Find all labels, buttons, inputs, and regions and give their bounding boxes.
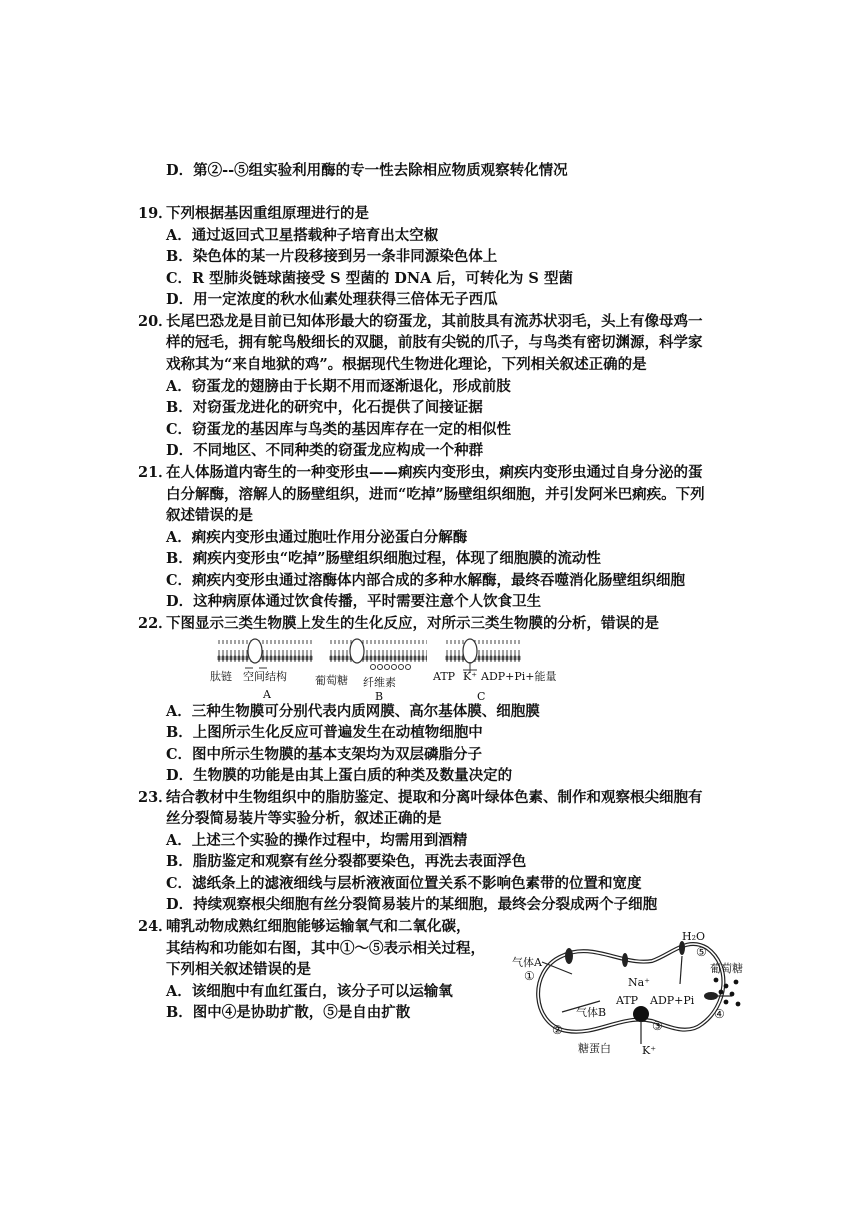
- q21-option-c: C．痢疾内变形虫通过溶酶体内部合成的多种水解酶，最终吞噬消化肠壁组织细胞: [166, 572, 686, 589]
- label-gas-b: 气体B: [576, 1006, 607, 1019]
- q21-option-d: D．这种病原体通过饮食传播，平时需要注意个人饮食卫生: [166, 593, 542, 610]
- membrane-reactions-figure: [205, 636, 575, 702]
- q21-stem-line3: 叙述错误的是: [166, 507, 253, 524]
- q24-number: 24．: [138, 918, 173, 935]
- q21-number: 21．: [138, 464, 173, 481]
- q22-stem: 下图显示三类生物膜上发生的生化反应，对所示三类生物膜的分析，错误的是: [166, 615, 659, 632]
- label-cellulose: 纤维素: [363, 676, 396, 689]
- q21-stem-line2: 白分解酶，溶解人的肠壁组织，进而“吃掉”肠壁组织细胞，并引发阿米巴痢疾。下列: [166, 486, 705, 503]
- q24-stem-line1: 哺乳动物成熟红细胞能够运输氧气和二氧化碳，: [166, 918, 471, 935]
- circle-number-3: ③: [652, 1019, 663, 1033]
- circle-number-5: ⑤: [696, 945, 707, 959]
- q23-option-b: B．脂肪鉴定和观察有丝分裂都要染色，再洗去表面浮色: [166, 853, 527, 870]
- q23-option-d: D．持续观察根尖细胞有丝分裂简易装片的某细胞，最终会分裂成两个子细胞: [166, 896, 658, 913]
- q20-option-b: B．对窃蛋龙进化的研究中，化石提供了间接证据: [166, 399, 483, 416]
- label-glucose-24: 葡萄糖: [710, 962, 743, 975]
- q23-stem-line2: 丝分裂简易装片等实验分析，叙述正确的是: [166, 810, 442, 827]
- circle-number-1: ①: [524, 969, 535, 983]
- q19-stem: 下列根据基因重组原理进行的是: [166, 205, 369, 222]
- label-sodium: Na⁺: [628, 976, 650, 989]
- q23-number: 23．: [138, 789, 173, 806]
- label-adp-energy: ADP+Pi+能量: [481, 670, 557, 683]
- label-spatial-structure: 空间结构: [243, 670, 287, 683]
- panel-letter-a: A: [263, 688, 271, 701]
- circle-number-4: ④: [714, 1007, 725, 1021]
- label-glycoprotein: 糖蛋白: [578, 1042, 611, 1055]
- q21-option-b: B．痢疾内变形虫“吃掉”肠壁组织细胞过程，体现了细胞膜的流动性: [166, 550, 601, 567]
- q19-option-d: D．用一定浓度的秋水仙素处理获得三倍体无子西瓜: [166, 291, 498, 308]
- label-adp-pi: ADP+Pi: [650, 994, 695, 1007]
- membrane-panel-b: [315, 639, 427, 702]
- q24-option-a: A．该细胞中有血红蛋白，该分子可以运输氧: [166, 983, 453, 1000]
- q20-option-c: C．窃蛋龙的基因库与鸟类的基因库存在一定的相似性: [166, 421, 512, 438]
- q19-option-b: B．染色体的某一片段移接到另一条非同源染色体上: [166, 248, 498, 265]
- q21-stem-line1: 在人体肠道内寄生的一种变形虫——痢疾内变形虫，痢疾内变形虫通过自身分泌的蛋: [166, 464, 703, 481]
- q22-number: 22．: [138, 615, 173, 632]
- ion-pump: [633, 1006, 649, 1022]
- q24-stem-line3: 下列相关叙述错误的是: [166, 961, 311, 978]
- q22-option-b: B．上图所示生化反应可普遍发生在动植物细胞中: [166, 724, 483, 741]
- q19-option-c: C．R 型肺炎链球菌接受 S 型菌的 DNA 后，可转化为 S 型菌: [166, 270, 573, 287]
- q18-option-d: D．第②--⑤组实验利用酶的专一性去除相应物质观察转化情况: [166, 162, 568, 179]
- q22-option-d: D．生物膜的功能是由其上蛋白质的种类及数量决定的: [166, 767, 513, 784]
- q19-number: 19．: [138, 205, 173, 222]
- label-atp: ATP: [433, 670, 456, 683]
- q20-stem-line3: 戏称其为“来自地狱的鸡”。根据现代生物进化理论，下列相关叙述正确的是: [166, 356, 647, 373]
- membrane-panel-a: [210, 639, 313, 701]
- circle-number-2: ②: [552, 1023, 563, 1037]
- q20-stem-line2: 样的冠毛，拥有鸵鸟般细长的双腿，前肢有尖锐的爪子，与鸟类有密切渊源，科学家: [166, 334, 703, 351]
- label-h2o: H₂O: [682, 930, 706, 943]
- red-blood-cell-figure: [502, 926, 748, 1058]
- q23-option-c: C．滤纸条上的滤液细线与层析液液面位置关系不影响色素带的位置和宽度: [166, 875, 642, 892]
- q24-stem-line2: 其结构和功能如右图，其中①～⑤表示相关过程，: [166, 940, 485, 957]
- label-peptide-chain: 肽链: [210, 670, 232, 683]
- label-glucose: 葡萄糖: [315, 674, 348, 687]
- q20-option-a: A．窃蛋龙的翅膀由于长期不用而逐渐退化，形成前肢: [166, 378, 511, 395]
- q23-option-a: A．上述三个实验的操作过程中，均需用到酒精: [166, 832, 468, 849]
- q20-stem-line1: 长尾巴恐龙是目前已知体形最大的窃蛋龙，其前肢具有流苏状羽毛，头上有像母鸡一: [166, 313, 703, 330]
- q22-option-a: A．三种生物膜可分别代表内质网膜、高尔基体膜、细胞膜: [166, 703, 540, 720]
- panel-letter-b: B: [375, 690, 384, 702]
- q20-option-d: D．不同地区、不同种类的窃蛋龙应构成一个种群: [166, 442, 484, 459]
- panel-letter-c: C: [477, 690, 486, 702]
- membrane-panel-c: [432, 639, 557, 702]
- label-atp-24: ATP: [616, 994, 639, 1007]
- q21-option-a: A．痢疾内变形虫通过胞吐作用分泌蛋白分解酶: [166, 529, 468, 546]
- label-potassium-24: K⁺: [642, 1044, 657, 1057]
- label-potassium: K⁺: [463, 670, 478, 683]
- q24-option-b: B．图中④是协助扩散，⑤是自由扩散: [166, 1004, 411, 1021]
- q22-option-c: C．图中所示生物膜的基本支架均为双层磷脂分子: [166, 746, 483, 763]
- q19-option-a: A．通过返回式卫星搭载种子培育出太空椒: [166, 227, 439, 244]
- label-gas-a: 气体A: [512, 956, 542, 969]
- q23-stem-line1: 结合教材中生物组织中的脂肪鉴定、提取和分离叶绿体色素、制作和观察根尖细胞有: [166, 789, 703, 806]
- q20-number: 20．: [138, 313, 173, 330]
